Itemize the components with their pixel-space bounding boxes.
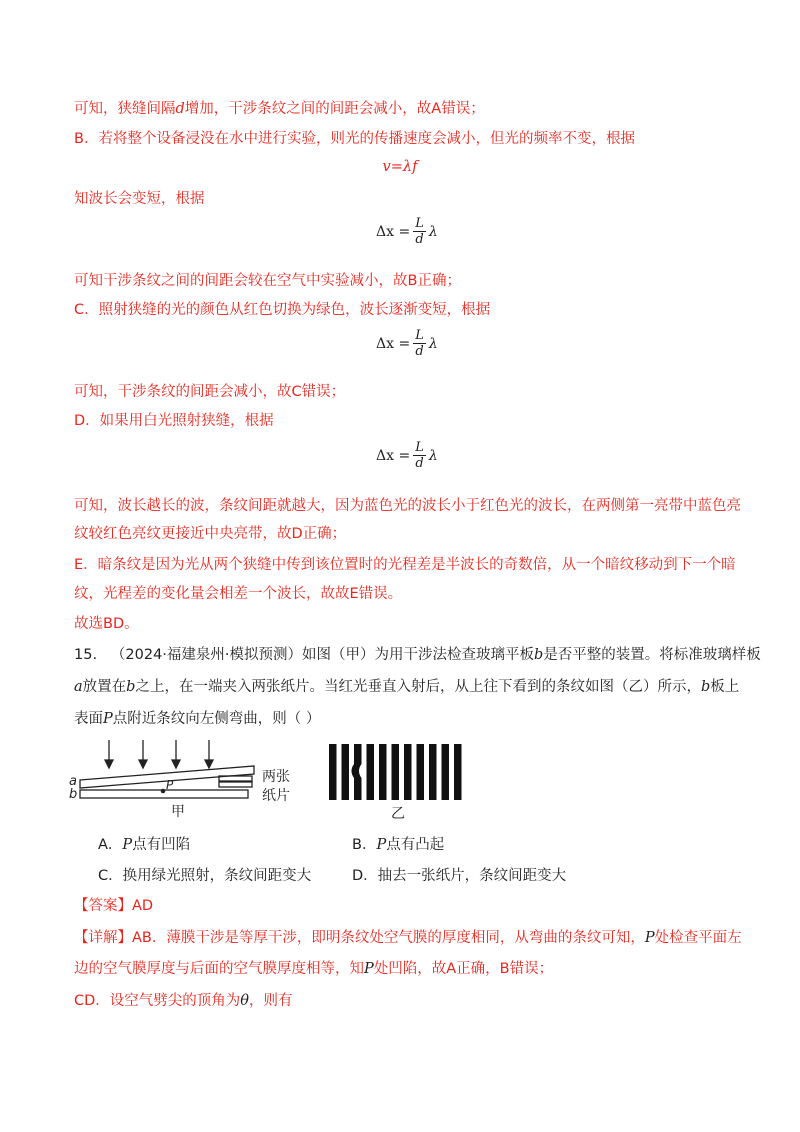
label-p: P: [166, 778, 174, 792]
text-line-8: D．如果用白光照射狭缝，根据: [74, 413, 274, 429]
paper-label-2: 纸片: [262, 788, 290, 804]
label-b: b: [69, 787, 78, 802]
fringe-stripe: [342, 744, 350, 800]
fringe-stripe: [329, 744, 337, 800]
option-a[interactable]: A．P点有凹陷: [98, 837, 191, 853]
fringe-stripe: [379, 744, 387, 800]
text-line-13: 故选BD。: [74, 616, 139, 632]
text-line-12: 纹，光程差的变化量会相差一个波长，故故E错误。: [74, 586, 403, 602]
option-b[interactable]: B．P点有凸起: [352, 837, 445, 853]
question-line-2: a放置在b之上，在一端夹入两张纸片。当红光垂直入射后，从上往下看到的条纹如图（乙）所示，b板上: [74, 679, 740, 695]
caption-yi: 乙: [391, 806, 405, 822]
text-line-1: 可知，狭缝间隔d增加，干涉条纹之间的间距会减小，故A错误；: [74, 101, 485, 117]
option-d[interactable]: D．抽去一张纸片，条纹间距变大: [352, 868, 567, 884]
text-line-5: 可知干涉条纹之间的间距会较在空气中实验减小，故B正确；: [74, 273, 461, 289]
text-line-4: 知波长会变短，根据: [74, 191, 205, 207]
text-line-6: C．照射狭缝的光的颜色从红色切换为绿色，波长逐渐变短，根据: [74, 302, 491, 318]
text-line-2: B．若将整个设备浸没在水中进行实验，则光的传播速度会减小，但光的频率不变，根据: [74, 131, 635, 147]
explanation-line-3: CD．设空气劈尖的顶角为θ，则有: [74, 993, 293, 1009]
fringe-stripe: [442, 744, 450, 800]
question-line-3: 表面P点附近条纹向左侧弯曲，则（ ）: [74, 711, 321, 727]
text-line-9: 可知，波长越长的波，条纹间距就越大，因为蓝色光的波长小于红色光的波长，在两侧第一亮带中蓝色亮: [74, 498, 741, 514]
formula-v-lambda-f: v=λf: [382, 159, 418, 175]
fringe-stripe: [352, 744, 362, 800]
text-line-11: E．暗条纹是因为光从两个狭缝中传到该位置时的光程差是半波长的奇数倍，从一个暗纹移动到下一个暗: [74, 557, 736, 573]
figure-yi-fringes: [325, 742, 465, 822]
fringe-stripe: [367, 744, 375, 800]
option-c[interactable]: C．换用绿光照射，条纹间距变大: [98, 868, 312, 884]
fringe-stripe: [404, 744, 412, 800]
fringe-stripe: [429, 744, 437, 800]
formula-delta-x-1: Δx = $\frac{L}{d}$ λ: [376, 216, 438, 247]
explanation-line-2: 边的空气膜厚度与后面的空气膜厚度相等，知P处凹陷，故A正确，B错误；: [74, 961, 554, 977]
fringe-stripe: [392, 744, 400, 800]
formula-delta-x-3: Δx = $\frac{L}{d}$ λ: [376, 440, 438, 471]
paper-label-1: 两张: [262, 769, 290, 785]
question-line-1: 15. （2024·福建泉州·模拟预测）如图（甲）为用干涉法检查玻璃平板b是否平整的装置。将标准玻璃样板: [74, 647, 761, 663]
text-line-10: 纹较红色亮纹更接近中央亮带，故D正确；: [74, 526, 347, 542]
point-p-dot: [161, 789, 166, 794]
caption-jia: 甲: [171, 804, 185, 820]
fringe-stripe: [454, 744, 462, 800]
answer-line: 【答案】AD: [74, 898, 154, 914]
figure-jia-apparatus: [66, 734, 316, 824]
text-line-7: 可知，干涉条纹的间距会减小，故C错误；: [74, 384, 346, 400]
formula-delta-x-2: Δx = $\frac{L}{d}$ λ: [376, 328, 438, 359]
explanation-line-1: 【详解】AB．薄膜干涉是等厚干涉，即明条纹处空气膜的厚度相同，从弯曲的条纹可知，P处检查平面左: [74, 930, 742, 946]
label-a: a: [69, 774, 77, 789]
fringe-stripe: [417, 744, 425, 800]
